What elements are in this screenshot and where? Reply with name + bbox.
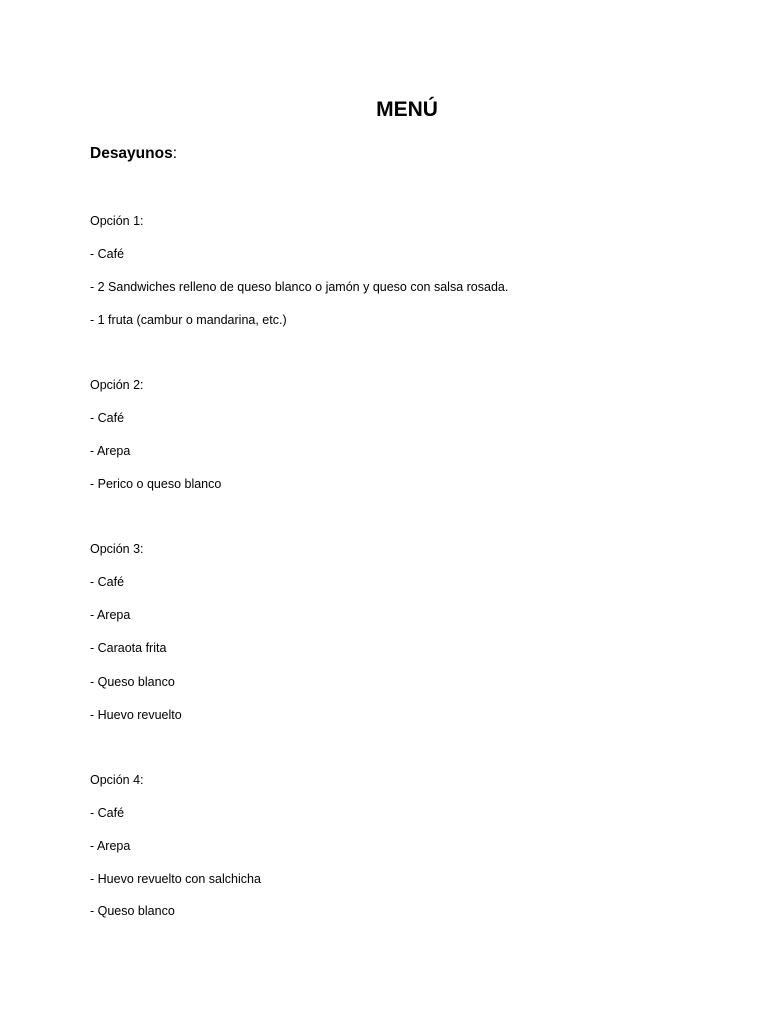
option-4-item: - Arepa: [90, 839, 131, 853]
option-3-item: - Huevo revuelto: [90, 708, 182, 722]
section-heading-text: Desayunos: [90, 145, 173, 162]
option-2-item: - Arepa: [90, 444, 131, 458]
option-3-item: - Caraota frita: [90, 641, 167, 655]
option-3-item: - Queso blanco: [90, 675, 175, 689]
option-1-label: Opción 1:: [90, 214, 144, 228]
option-2-item: - Café: [90, 411, 125, 425]
document-title: MENÚ: [376, 98, 438, 121]
option-3-label: Opción 3:: [90, 542, 144, 556]
section-heading: [90, 143, 177, 165]
option-1-item: - 2 Sandwiches relleno de queso blanco o jamón y queso con salsa rosada.: [90, 280, 509, 294]
option-1-item: - Café: [90, 247, 125, 261]
option-4-item: - Café: [90, 806, 125, 820]
option-1-item: - 1 fruta (cambur o mandarina, etc.): [90, 313, 287, 327]
option-2-item: - Perico o queso blanco: [90, 477, 222, 491]
option-4-label: Opción 4:: [90, 773, 144, 787]
option-3-item: - Arepa: [90, 608, 131, 622]
section-heading-colon: :: [172, 145, 178, 162]
option-4-item: - Huevo revuelto con salchicha: [90, 872, 261, 886]
option-3-item: - Café: [90, 575, 125, 589]
option-2-label: Opción 2:: [90, 378, 144, 392]
option-4-item: - Queso blanco: [90, 904, 175, 918]
